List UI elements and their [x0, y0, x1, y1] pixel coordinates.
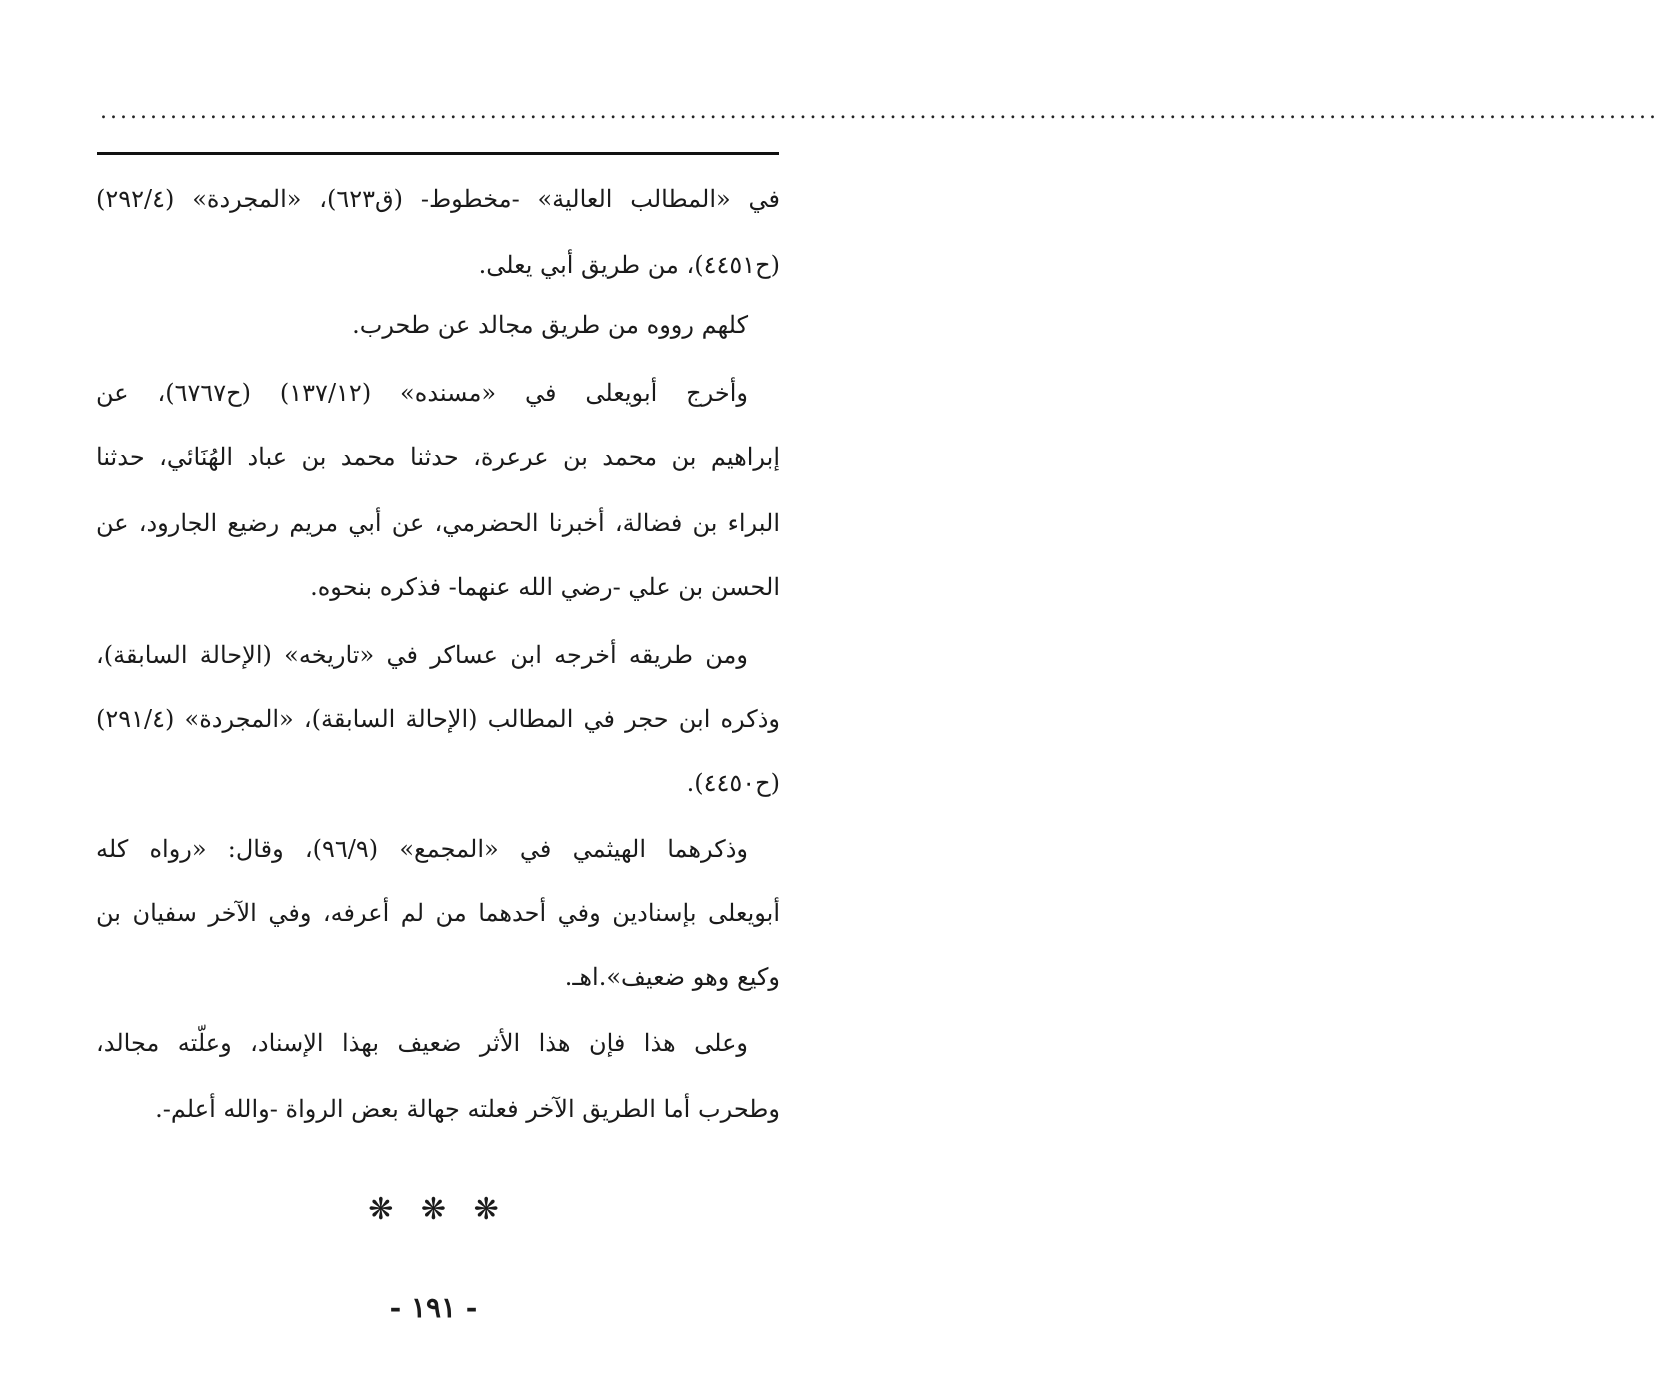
text-line: وكيع وهو ضعيف».اهـ.: [564, 963, 780, 991]
section-separator-stars: ❋ ❋ ❋: [368, 1192, 499, 1227]
text-line: أبويعلى بإسنادين وفي أحدهما من لم أعرفه، وفي الآخر سفيان بن: [96, 899, 780, 927]
dotted-separator: ............................................................................................................................................................: [100, 99, 1659, 124]
text-line: كلهم رووه من طريق مجالد عن طحرب.: [352, 311, 748, 339]
text-line: وأخرج أبويعلى في «مسنده» (١٣٧/١٢) (ح٦٧٦٧)، عن: [96, 379, 749, 407]
text-line: وطحرب أما الطريق الآخر فعلته جهالة بعض الرواة -والله أعلم-.: [155, 1095, 780, 1123]
text-line: وذكره ابن حجر في المطالب (الإحالة السابقة)، «المجردة» (٢٩١/٤): [96, 705, 780, 733]
text-line: إبراهيم بن محمد بن عرعرة، حدثنا محمد بن عباد الهُنَائي، حدثنا: [96, 443, 780, 471]
text-line: (ح٤٤٥٠).: [686, 769, 780, 797]
text-line: الحسن بن علي -رضي الله عنهما- فذكره بنحوه.: [310, 573, 780, 601]
text-line: (ح٤٤٥١)، من طريق أبي يعلى.: [478, 251, 780, 279]
text-line: البراء بن فضالة، أخبرنا الحضرمي، عن أبي مريم رضيع الجارود، عن: [96, 509, 780, 537]
horizontal-rule: [97, 152, 779, 155]
text-line: في «المطالب العالية» -مخطوط- (ق٦٢٣)، «المجردة» (٢٩٢/٤): [96, 185, 780, 213]
page-number: - ١٩١ -: [389, 1291, 478, 1324]
text-line: ومن طريقه أخرجه ابن عساكر في «تاريخه» (الإحالة السابقة)،: [96, 641, 748, 669]
text-line: وعلى هذا فإن هذا الأثر ضعيف بهذا الإسناد، وعلّته مجالد،: [96, 1029, 748, 1057]
text-line: وذكرهما الهيثمي في «المجمع» (٩٦/٩)، وقال: «رواه كله: [96, 835, 748, 863]
